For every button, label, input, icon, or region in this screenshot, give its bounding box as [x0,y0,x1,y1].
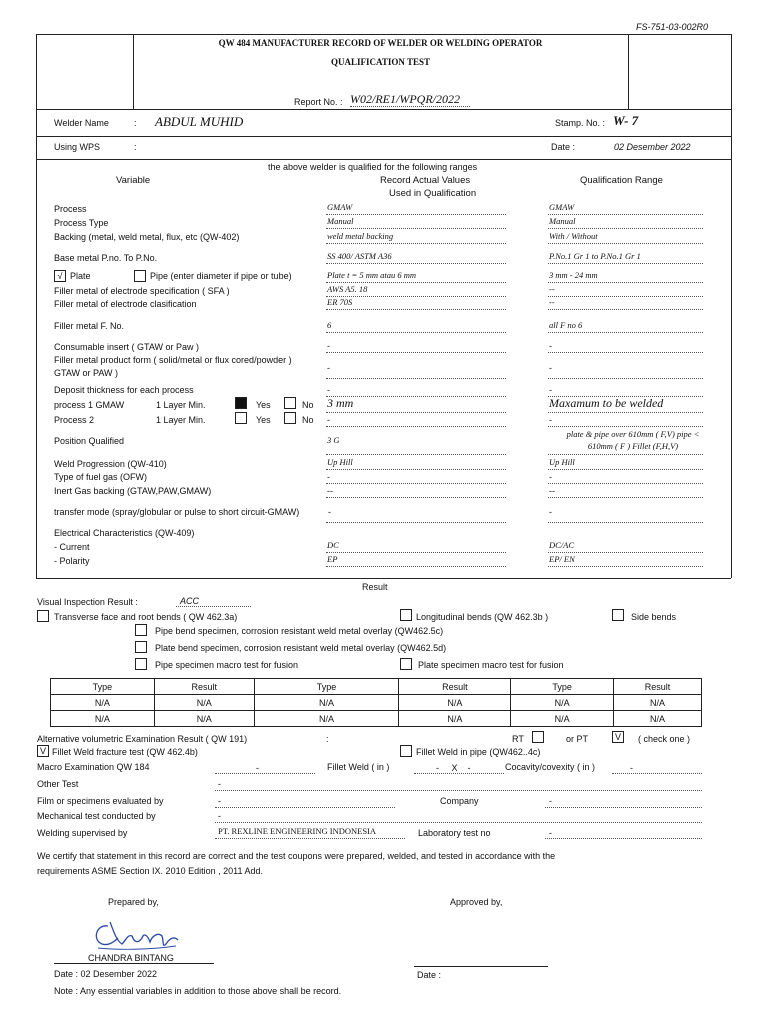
wps-label: Using WPS [54,142,101,152]
col-variable: Variable [116,175,151,186]
form-subtitle: QUALIFICATION TEST [331,57,430,67]
stamp-label: Stamp. No. : [555,118,606,128]
prepared-label: Prepared by, [108,897,159,907]
form-title: QW 484 MANUFACTURER RECORD OF WELDER OR WELDING OPERATOR [218,38,543,48]
table-row: N/A N/A N/A N/A N/A N/A [51,695,702,711]
approved-date: Date : [417,970,442,980]
process2-no-checkbox[interactable] [284,412,296,424]
date-label: Date : [551,142,576,152]
prepared-date: Date : 02 Desember 2022 [54,969,158,979]
longitudinal-checkbox[interactable] [400,609,412,621]
certify-line-2: requirements ASME Section IX. 2010 Edition , 2011 Add. [37,866,263,876]
pipe-checkbox[interactable] [134,270,146,282]
col-record: Record Actual Values [380,175,471,186]
welder-name-label: Welder Name [54,118,109,128]
visual-value: ACC [180,596,200,606]
signature-image [88,914,184,954]
col-range: Qualification Range [580,175,663,186]
table-header-row: Type Result Type Result Type Result [51,679,702,695]
stamp-number: W- 7 [613,113,639,128]
plate-macro-checkbox[interactable] [400,658,412,670]
side-bends-checkbox[interactable] [612,609,624,621]
pt-checkbox[interactable]: V [612,731,624,743]
process1-no-checkbox[interactable] [284,397,296,409]
volumetric-label: Alternative volumetric Examination Result ( QW 191) [37,734,248,744]
table-row: N/A N/A N/A N/A N/A N/A [51,711,702,727]
plate-bend-checkbox[interactable] [135,641,147,653]
visual-label: Visual Inspection Result : [37,597,138,607]
date-value: 02 Desember 2022 [614,142,691,152]
result-heading: Result [362,582,388,592]
report-number: W02/RE1/WPQR/2022 [350,92,460,106]
certify-line-1: We certify that statement in this record are correct and the test coupons were prepared, welded, and tested in accordance with the [37,851,556,861]
preparer-name: CHANDRA BINTANG [88,953,174,963]
pipe-macro-checkbox[interactable] [135,658,147,670]
plate-checkbox[interactable]: √ [54,270,66,282]
results-table [50,678,702,727]
rt-checkbox[interactable] [532,731,544,743]
process2-yes-checkbox[interactable] [235,412,247,424]
supervisor-company: PT. REXLINE ENGINEERING INDONESIA [218,826,377,836]
transverse-checkbox[interactable] [37,610,49,622]
process1-yes-checkbox[interactable] [235,397,247,409]
form-code: FS-751-03-002R0 [636,22,709,32]
note: Note : Any essential variables in addition to those above shall be record. [54,986,342,996]
ranges-intro: the above welder is qualified for the following ranges [268,162,478,172]
approved-label: Approved by, [450,897,503,907]
fillet-fracture-checkbox[interactable]: V [37,745,49,757]
fillet-pipe-checkbox[interactable] [400,745,412,757]
welder-name: ABDUL MUHID [155,114,244,129]
report-label: Report No. : [294,97,343,107]
pipe-bend-checkbox[interactable] [135,624,147,636]
